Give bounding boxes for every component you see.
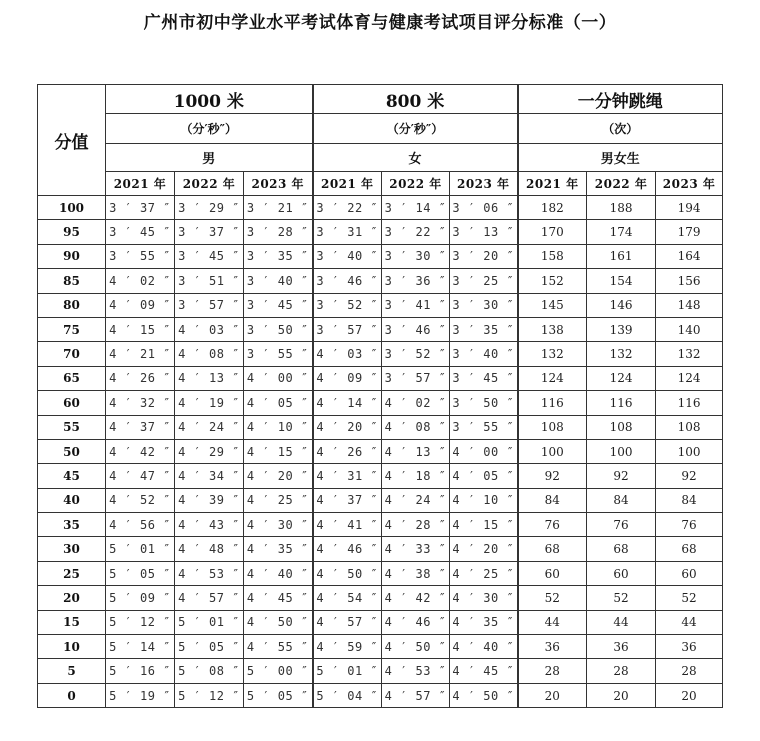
jump-count-cell: 138 [518, 317, 587, 341]
jump-count-cell: 76 [587, 513, 656, 537]
time-cell: 3 ′ 55 ″ [450, 415, 518, 439]
time-cell: 4 ′ 37 ″ [106, 415, 175, 439]
time-cell: 4 ′ 08 ″ [382, 415, 450, 439]
event-jump-rope-unit: （次） [518, 114, 723, 144]
time-cell: 3 ′ 25 ″ [450, 269, 518, 293]
time-cell: 5 ′ 08 ″ [175, 659, 244, 683]
time-cell: 4 ′ 03 ″ [175, 317, 244, 341]
time-cell: 3 ′ 57 ″ [382, 366, 450, 390]
time-cell: 5 ′ 19 ″ [106, 683, 175, 707]
time-cell: 3 ′ 35 ″ [244, 244, 313, 268]
time-cell: 4 ′ 09 ″ [313, 366, 382, 390]
jump-count-cell: 139 [587, 317, 656, 341]
time-cell: 4 ′ 55 ″ [244, 635, 313, 659]
time-cell: 3 ′ 52 ″ [382, 342, 450, 366]
jump-count-cell: 182 [518, 196, 587, 220]
table-row [38, 659, 723, 683]
time-cell: 5 ′ 00 ″ [244, 659, 313, 683]
time-cell: 4 ′ 43 ″ [175, 513, 244, 537]
year-header: 2022 年 [175, 172, 244, 196]
jump-count-cell: 152 [518, 269, 587, 293]
jump-count-cell: 36 [518, 635, 587, 659]
event-800m-header: 800 米 [313, 85, 518, 114]
time-cell: 3 ′ 37 ″ [175, 220, 244, 244]
score-value: 60 [38, 391, 106, 415]
time-cell: 3 ′ 51 ″ [175, 269, 244, 293]
jump-count-cell: 100 [587, 439, 656, 463]
time-cell: 4 ′ 42 ″ [382, 586, 450, 610]
time-cell: 3 ′ 22 ″ [313, 196, 382, 220]
jump-count-cell: 132 [587, 342, 656, 366]
time-cell: 4 ′ 20 ″ [244, 464, 313, 488]
time-cell: 3 ′ 30 ″ [382, 244, 450, 268]
score-value: 55 [38, 415, 106, 439]
jump-count-cell: 76 [518, 513, 587, 537]
score-value: 35 [38, 513, 106, 537]
score-value: 0 [38, 683, 106, 707]
time-cell: 4 ′ 59 ″ [313, 635, 382, 659]
table-row [38, 537, 723, 561]
jump-count-cell: 170 [518, 220, 587, 244]
time-cell: 4 ′ 39 ″ [175, 488, 244, 512]
jump-count-cell: 84 [656, 488, 723, 512]
jump-count-cell: 92 [587, 464, 656, 488]
time-cell: 4 ′ 50 ″ [313, 561, 382, 585]
jump-count-cell: 28 [656, 659, 723, 683]
jump-count-cell: 132 [518, 342, 587, 366]
score-value: 15 [38, 610, 106, 634]
jump-count-cell: 140 [656, 317, 723, 341]
time-cell: 4 ′ 10 ″ [450, 488, 518, 512]
event-1000m-gender: 男 [106, 144, 313, 172]
jump-count-cell: 100 [518, 439, 587, 463]
table-row [38, 244, 723, 268]
score-value: 80 [38, 293, 106, 317]
jump-count-cell: 92 [656, 464, 723, 488]
time-cell: 3 ′ 52 ″ [313, 293, 382, 317]
time-cell: 3 ′ 45 ″ [450, 366, 518, 390]
time-cell: 4 ′ 34 ″ [175, 464, 244, 488]
year-header: 2021 年 [313, 172, 382, 196]
jump-count-cell: 44 [587, 610, 656, 634]
time-cell: 3 ′ 40 ″ [313, 244, 382, 268]
score-value: 50 [38, 439, 106, 463]
time-cell: 3 ′ 41 ″ [382, 293, 450, 317]
table-row [38, 366, 723, 390]
jump-count-cell: 179 [656, 220, 723, 244]
jump-count-cell: 44 [518, 610, 587, 634]
time-cell: 3 ′ 36 ″ [382, 269, 450, 293]
time-cell: 5 ′ 16 ″ [106, 659, 175, 683]
time-cell: 4 ′ 46 ″ [382, 610, 450, 634]
time-cell: 4 ′ 05 ″ [244, 391, 313, 415]
time-cell: 5 ′ 05 ″ [106, 561, 175, 585]
time-cell: 3 ′ 29 ″ [175, 196, 244, 220]
time-cell: 4 ′ 15 ″ [106, 317, 175, 341]
time-cell: 3 ′ 55 ″ [106, 244, 175, 268]
time-cell: 5 ′ 01 ″ [313, 659, 382, 683]
event-800m-gender: 女 [313, 144, 518, 172]
jump-count-cell: 68 [656, 537, 723, 561]
time-cell: 3 ′ 37 ″ [106, 196, 175, 220]
jump-count-cell: 20 [518, 683, 587, 707]
time-cell: 4 ′ 50 ″ [244, 610, 313, 634]
jump-count-cell: 60 [656, 561, 723, 585]
jump-count-cell: 52 [518, 586, 587, 610]
time-cell: 4 ′ 45 ″ [244, 586, 313, 610]
time-cell: 3 ′ 57 ″ [313, 317, 382, 341]
jump-count-cell: 174 [587, 220, 656, 244]
time-cell: 4 ′ 10 ″ [244, 415, 313, 439]
time-cell: 4 ′ 02 ″ [382, 391, 450, 415]
time-cell: 3 ′ 14 ″ [382, 196, 450, 220]
time-cell: 4 ′ 35 ″ [244, 537, 313, 561]
time-cell: 3 ′ 40 ″ [450, 342, 518, 366]
time-cell: 4 ′ 24 ″ [382, 488, 450, 512]
time-cell: 4 ′ 00 ″ [244, 366, 313, 390]
time-cell: 4 ′ 20 ″ [450, 537, 518, 561]
time-cell: 4 ′ 05 ″ [450, 464, 518, 488]
time-cell: 5 ′ 09 ″ [106, 586, 175, 610]
table-header [38, 85, 723, 196]
time-cell: 4 ′ 20 ″ [313, 415, 382, 439]
jump-count-cell: 116 [587, 391, 656, 415]
time-cell: 4 ′ 29 ″ [175, 439, 244, 463]
jump-count-cell: 76 [656, 513, 723, 537]
time-cell: 4 ′ 57 ″ [382, 683, 450, 707]
time-cell: 5 ′ 12 ″ [175, 683, 244, 707]
table-row [38, 415, 723, 439]
time-cell: 5 ′ 04 ″ [313, 683, 382, 707]
jump-count-cell: 52 [587, 586, 656, 610]
table-row [38, 464, 723, 488]
event-1000m-header: 1000 米 [106, 85, 313, 114]
time-cell: 3 ′ 31 ″ [313, 220, 382, 244]
time-cell: 4 ′ 03 ″ [313, 342, 382, 366]
event-1000m-unit: （分′秒″） [106, 114, 313, 144]
score-value: 25 [38, 561, 106, 585]
score-value: 45 [38, 464, 106, 488]
time-cell: 4 ′ 50 ″ [450, 683, 518, 707]
score-value: 85 [38, 269, 106, 293]
year-header: 2021 年 [518, 172, 587, 196]
time-cell: 3 ′ 28 ″ [244, 220, 313, 244]
time-cell: 4 ′ 53 ″ [175, 561, 244, 585]
jump-count-cell: 28 [518, 659, 587, 683]
time-cell: 4 ′ 57 ″ [175, 586, 244, 610]
time-cell: 4 ′ 46 ″ [313, 537, 382, 561]
score-value: 70 [38, 342, 106, 366]
time-cell: 4 ′ 25 ″ [244, 488, 313, 512]
jump-count-cell: 100 [656, 439, 723, 463]
jump-count-cell: 108 [518, 415, 587, 439]
time-cell: 4 ′ 00 ″ [450, 439, 518, 463]
time-cell: 3 ′ 13 ″ [450, 220, 518, 244]
time-cell: 5 ′ 12 ″ [106, 610, 175, 634]
score-value: 95 [38, 220, 106, 244]
jump-count-cell: 28 [587, 659, 656, 683]
time-cell: 3 ′ 46 ″ [313, 269, 382, 293]
time-cell: 5 ′ 01 ″ [175, 610, 244, 634]
score-value: 65 [38, 366, 106, 390]
time-cell: 3 ′ 45 ″ [175, 244, 244, 268]
time-cell: 4 ′ 41 ″ [313, 513, 382, 537]
time-cell: 4 ′ 02 ″ [106, 269, 175, 293]
jump-count-cell: 108 [587, 415, 656, 439]
time-cell: 3 ′ 22 ″ [382, 220, 450, 244]
time-cell: 4 ′ 28 ″ [382, 513, 450, 537]
jump-count-cell: 132 [656, 342, 723, 366]
time-cell: 5 ′ 14 ″ [106, 635, 175, 659]
score-column-header: 分值 [38, 85, 106, 196]
table-row [38, 635, 723, 659]
jump-count-cell: 60 [518, 561, 587, 585]
score-value: 40 [38, 488, 106, 512]
time-cell: 3 ′ 20 ″ [450, 244, 518, 268]
event-jump-rope-header: 一分钟跳绳 [518, 85, 723, 114]
time-cell: 4 ′ 13 ″ [175, 366, 244, 390]
table-body [38, 196, 723, 708]
jump-count-cell: 145 [518, 293, 587, 317]
time-cell: 4 ′ 32 ″ [106, 391, 175, 415]
time-cell: 4 ′ 21 ″ [106, 342, 175, 366]
time-cell: 4 ′ 30 ″ [450, 586, 518, 610]
event-800m-unit: （分′秒″） [313, 114, 518, 144]
jump-count-cell: 116 [518, 391, 587, 415]
jump-count-cell: 36 [656, 635, 723, 659]
time-cell: 3 ′ 45 ″ [244, 293, 313, 317]
time-cell: 3 ′ 50 ″ [244, 317, 313, 341]
jump-count-cell: 156 [656, 269, 723, 293]
time-cell: 4 ′ 30 ″ [244, 513, 313, 537]
score-value: 10 [38, 635, 106, 659]
time-cell: 4 ′ 42 ″ [106, 439, 175, 463]
table-row [38, 610, 723, 634]
time-cell: 4 ′ 38 ″ [382, 561, 450, 585]
time-cell: 4 ′ 25 ″ [450, 561, 518, 585]
score-value: 90 [38, 244, 106, 268]
time-cell: 4 ′ 37 ″ [313, 488, 382, 512]
time-cell: 4 ′ 26 ″ [106, 366, 175, 390]
time-cell: 4 ′ 35 ″ [450, 610, 518, 634]
jump-count-cell: 68 [587, 537, 656, 561]
jump-count-cell: 36 [587, 635, 656, 659]
year-header: 2023 年 [656, 172, 723, 196]
year-header: 2023 年 [244, 172, 313, 196]
jump-count-cell: 194 [656, 196, 723, 220]
jump-count-cell: 124 [587, 366, 656, 390]
jump-count-cell: 116 [656, 391, 723, 415]
table-row [38, 586, 723, 610]
time-cell: 4 ′ 40 ″ [450, 635, 518, 659]
time-cell: 5 ′ 05 ″ [175, 635, 244, 659]
time-cell: 4 ′ 47 ″ [106, 464, 175, 488]
time-cell: 4 ′ 15 ″ [450, 513, 518, 537]
time-cell: 4 ′ 40 ″ [244, 561, 313, 585]
time-cell: 4 ′ 18 ″ [382, 464, 450, 488]
time-cell: 4 ′ 08 ″ [175, 342, 244, 366]
jump-count-cell: 146 [587, 293, 656, 317]
table-row [38, 439, 723, 463]
table-row [38, 220, 723, 244]
score-value: 30 [38, 537, 106, 561]
time-cell: 4 ′ 24 ″ [175, 415, 244, 439]
score-value: 75 [38, 317, 106, 341]
time-cell: 4 ′ 50 ″ [382, 635, 450, 659]
jump-count-cell: 108 [656, 415, 723, 439]
jump-count-cell: 84 [587, 488, 656, 512]
time-cell: 3 ′ 35 ″ [450, 317, 518, 341]
jump-count-cell: 161 [587, 244, 656, 268]
table-row [38, 293, 723, 317]
time-cell: 4 ′ 53 ″ [382, 659, 450, 683]
time-cell: 4 ′ 54 ″ [313, 586, 382, 610]
time-cell: 4 ′ 13 ″ [382, 439, 450, 463]
score-value: 100 [38, 196, 106, 220]
time-cell: 4 ′ 52 ″ [106, 488, 175, 512]
jump-count-cell: 124 [518, 366, 587, 390]
year-header: 2021 年 [106, 172, 175, 196]
time-cell: 3 ′ 55 ″ [244, 342, 313, 366]
page-title: 广州市初中学业水平考试体育与健康考试项目评分标准（一） [143, 13, 617, 33]
time-cell: 3 ′ 50 ″ [450, 391, 518, 415]
jump-count-cell: 154 [587, 269, 656, 293]
jump-count-cell: 60 [587, 561, 656, 585]
time-cell: 4 ′ 45 ″ [450, 659, 518, 683]
table-row [38, 561, 723, 585]
jump-count-cell: 84 [518, 488, 587, 512]
year-header: 2022 年 [587, 172, 656, 196]
table-row [38, 683, 723, 707]
jump-count-cell: 44 [656, 610, 723, 634]
score-value: 5 [38, 659, 106, 683]
time-cell: 4 ′ 33 ″ [382, 537, 450, 561]
jump-count-cell: 148 [656, 293, 723, 317]
scoring-table [37, 84, 723, 708]
table-row [38, 391, 723, 415]
score-value: 20 [38, 586, 106, 610]
jump-count-cell: 124 [656, 366, 723, 390]
table-row [38, 513, 723, 537]
jump-count-cell: 52 [656, 586, 723, 610]
table-row [38, 196, 723, 220]
year-header: 2022 年 [382, 172, 450, 196]
jump-count-cell: 158 [518, 244, 587, 268]
time-cell: 4 ′ 48 ″ [175, 537, 244, 561]
time-cell: 3 ′ 21 ″ [244, 196, 313, 220]
time-cell: 3 ′ 57 ″ [175, 293, 244, 317]
time-cell: 4 ′ 14 ″ [313, 391, 382, 415]
time-cell: 4 ′ 31 ″ [313, 464, 382, 488]
time-cell: 3 ′ 40 ″ [244, 269, 313, 293]
jump-count-cell: 68 [518, 537, 587, 561]
time-cell: 3 ′ 30 ″ [450, 293, 518, 317]
time-cell: 4 ′ 56 ″ [106, 513, 175, 537]
time-cell: 5 ′ 05 ″ [244, 683, 313, 707]
table-row [38, 269, 723, 293]
jump-count-cell: 20 [656, 683, 723, 707]
time-cell: 3 ′ 46 ″ [382, 317, 450, 341]
table-row [38, 342, 723, 366]
time-cell: 4 ′ 19 ″ [175, 391, 244, 415]
time-cell: 3 ′ 45 ″ [106, 220, 175, 244]
time-cell: 4 ′ 57 ″ [313, 610, 382, 634]
year-header: 2023 年 [450, 172, 518, 196]
time-cell: 4 ′ 26 ″ [313, 439, 382, 463]
table-row [38, 317, 723, 341]
time-cell: 4 ′ 15 ″ [244, 439, 313, 463]
jump-count-cell: 20 [587, 683, 656, 707]
event-jump-rope-gender: 男女生 [518, 144, 723, 172]
jump-count-cell: 92 [518, 464, 587, 488]
time-cell: 4 ′ 09 ″ [106, 293, 175, 317]
jump-count-cell: 188 [587, 196, 656, 220]
jump-count-cell: 164 [656, 244, 723, 268]
time-cell: 3 ′ 06 ″ [450, 196, 518, 220]
table-row [38, 488, 723, 512]
time-cell: 5 ′ 01 ″ [106, 537, 175, 561]
